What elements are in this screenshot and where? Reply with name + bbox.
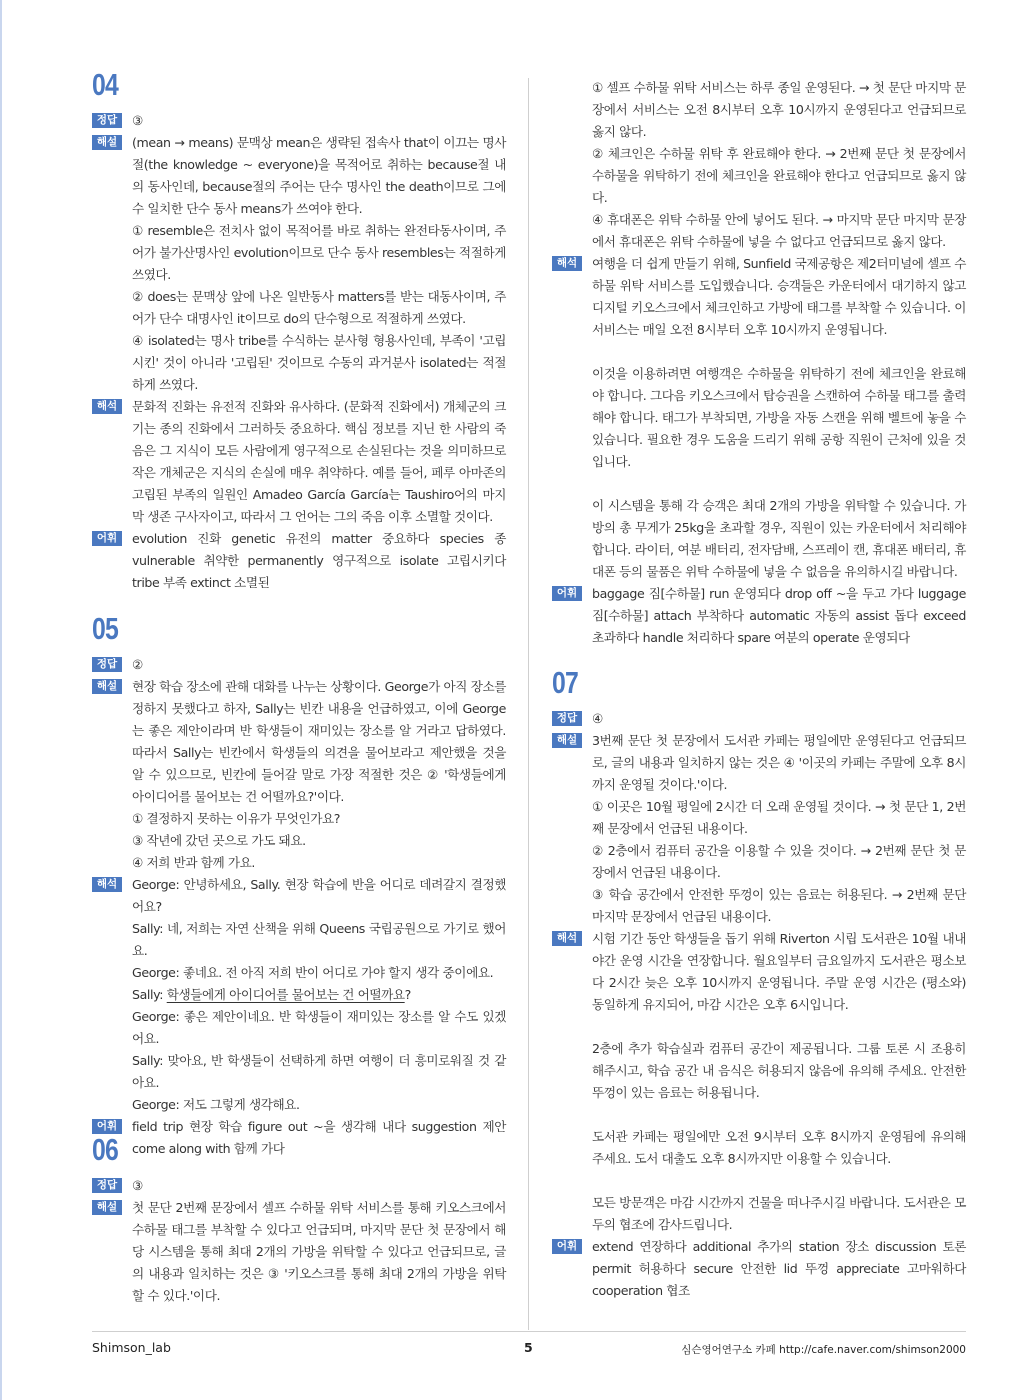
footer-brand: Shimson_lab xyxy=(92,1340,171,1355)
vocab-text: extend 연장하다 additional 추가의 station 장소 discussion 토론 permit 허용하다 secure 안전한 lid 뚜껑 appreciate 고마워하다 cooperation 협조 xyxy=(592,1239,966,1298)
question-number: 06 xyxy=(92,1132,118,1167)
column-divider xyxy=(528,78,529,1330)
vocab-text: baggage 짐[수하물] run 운영되다 drop off ~을 두고 가다 luggage 짐[수하물] attach 부착하다 automatic 자동의 assist 돕다 exceed 초과하다 handle 처리하다 spare 여분의 operate 운영되다 xyxy=(592,586,966,645)
vocab-label: 어휘 xyxy=(552,586,582,601)
explanation-label: 해설 xyxy=(92,679,122,694)
vocab-label: 어휘 xyxy=(552,1239,582,1254)
underlined-line: Sally: 학생들에게 아이디어를 물어보는 건 어떨까요? xyxy=(132,987,411,1002)
vocab-label: 어휘 xyxy=(92,531,122,546)
question-number: 07 xyxy=(552,665,578,700)
footer-divider xyxy=(92,1331,966,1332)
vocab-label: 어휘 xyxy=(92,1119,122,1134)
explanation-label: 해설 xyxy=(92,1200,122,1215)
translation-label: 해석 xyxy=(92,399,122,414)
answer-value: ② xyxy=(132,657,143,672)
page-edge xyxy=(0,0,2,1400)
answer-value: ④ xyxy=(592,711,603,726)
translation-label: 해석 xyxy=(552,256,582,271)
explanation-options: ① 셀프 수하물 위탁 서비스는 하루 종일 운영된다. → 첫 문단 마지막 문장에서 서비스는 오전 8시부터 오후 10시까지 운영된다고 언급되므로 옳지 않다. ② 체크인은 수하물 위탁 후 완료해야 한다. → 2번째 문단 첫 문장에서 수하물을 위탁하기 전에 체크인을 완료해야 한다고 언급되므로 옳지 않다. ④ 휴대폰은 위탁 수하물 안에 넣어도 된다. → 마지막 문단 마지막 문장에서 휴대폰은 위탁 수하물에 넣을 수 없다고 언급되므로 옳지 않다. xyxy=(592,80,966,249)
explanation-text: (mean → means) 문맥상 mean은 생략된 접속사 that이 이끄는 명사절(the knowledge ~ everyone)을 목적어로 취하는 because절 내의 동사인데, because절의 주어는 단수 명사인 the death이므로 그에 수 일치한 단수 동사 means가 쓰여야 한다. ① resemble은 전치사 없이 목적어를 바로 취하는 완전타동사이며, 주어가 불가산명사인 evolution이므로 단수 동사 resembles는 적절하게 쓰였다. ② does는 문맥상 앞에 나온 일반동사 matters를 받는 대동사이며, 주어가 단수 대명사인 it이므로 do의 단수형으로 적절하게 쓰였다. ④ isolated는 명사 tribe를 수식하는 분사형 형용사인데, 부족이 '고립시킨' 것이 아니라 '고립된' 것이므로 수동의 과거분사 isolated는 적절하게 쓰였다. xyxy=(132,135,506,392)
translation-text: 문화적 진화는 유전적 진화와 유사하다. (문화적 진화에서) 개체군의 크기는 종의 진화에서 그러하듯 중요하다. 핵심 정보를 지닌 한 사람의 죽음은 그 지식이 모든 사람에게 영구적으로 손실된다는 것을 의미하므로 작은 개체군은 지식의 손실에 매우 취약하다. 예를 들어, 페루 아마존의 고립된 부족의 일원인 Amadeo García García는 Taushiro어의 마지막 생존 구사자이고, 따라서 그 언어는 그의 죽음 이후 소멸할 것이다. xyxy=(132,399,506,524)
question-number: 05 xyxy=(92,611,118,646)
footer-link[interactable]: 심슨영어연구소 카페 http://cafe.naver.com/shimson2000 xyxy=(681,1344,966,1356)
question-04 xyxy=(92,66,506,594)
explanation-text: 3번째 문단 첫 문장에서 도서관 카페는 평일에만 운영된다고 언급되므로, 글의 내용과 일치하지 않는 것은 ④ '이곳의 카페는 주말에 오후 8시까지 운영될 것이다.'이다. ① 이곳은 10월 평일에 2시간 더 오래 운영될 것이다. → 첫 문단 1, 2번째 문장에서 언급된 내용이다. ② 2층에서 컴퓨터 공간을 이용할 수 있을 것이다. → 2번째 문단 첫 문장에서 언급된 내용이다. ③ 학습 공간에서 안전한 뚜껑이 있는 음료는 허용된다. → 2번째 문단 마지막 문장에서 언급된 내용이다. xyxy=(592,733,966,924)
translation-label: 해석 xyxy=(92,877,122,892)
question-05 xyxy=(92,610,506,1160)
answer-label: 정답 xyxy=(92,1178,122,1193)
question-06 xyxy=(92,1131,506,1307)
answer-label: 정답 xyxy=(92,113,122,128)
explanation-text: 현장 학습 장소에 관해 대화를 나누는 상황이다. George가 아직 장소를 정하지 못했다고 하자, Sally는 빈칸 내용을 언급하였고, 이에 George는 좋은 제안이라며 반 학생들이 재미있는 장소를 알 거라고 답하였다. 따라서 Sally는 빈칸에서 학생들의 의견을 물어보라고 제안했을 것을 알 수 있으므로, 빈칸에 들어갈 말로 가장 적절한 것은 ② '학생들에게 아이디어를 물어보는 건 어떨까요?'이다. ① 결정하지 못하는 이유가 무엇인가요? ③ 작년에 갔던 곳으로 가도 돼요. ④ 저희 반과 함께 가요. xyxy=(132,679,506,870)
translation-text: 여행을 더 쉽게 만들기 위해, Sunfield 국제공항은 제2터미널에 셀프 수하물 위탁 서비스를 도입했습니다. 승객들은 카운터에서 대기하지 않고 디지털 키오스크에서 체크인하고 가방에 태그를 부착할 수 있습니다. 이 서비스는 매일 오전 8시부터 오후 10시까지 운영됩니다. 이것을 이용하려면 여행객은 수하물을 위탁하기 전에 체크인을 완료해야 합니다. 그다음 키오스크에서 탑승권을 스캔하여 수하물 태그를 출력해야 합니다. 태그가 부착되면, 가방을 자동 스캔을 위해 벨트에 놓을 수 있습니다. 필요한 경우 도움을 드리기 위해 공항 직원이 근처에 있을 것입니다. 이 시스템을 통해 각 승객은 최대 2개의 가방을 위탁할 수 있습니다. 가방의 총 무게가 25kg을 초과할 경우, 직원이 있는 카운터에서 처리해야 합니다. 라이터, 여분 배터리, 전자담배, 스프레이 캔, 휴대폰 배터리, 휴대폰 등의 물품은 위탁 수하물에 넣을 수 없음을 유의하시길 바랍니다. xyxy=(592,256,966,579)
explanation-label: 해설 xyxy=(92,135,122,150)
dialogue-translation: George: 안녕하세요, Sally. 현장 학습에 반을 어디로 데려갈지 결정했어요? Sally: 네, 저희는 자연 산책을 위해 Queens 국립공원으로 가기로 했어요. George: 좋네요. 전 아직 저희 반이 어디로 가야 할지 생각 중이에요. Sally: 학생들에게 아이디어를 물어보는 건 어떨까요? George: 좋은 제안이네요. 반 학생들이 재미있는 장소를 알 수도 있겠어요. Sally: 맞아요, 반 학생들이 선택하게 하면 여행이 더 흥미로워질 것 같아요. George: 저도 그렇게 생각해요. xyxy=(132,877,506,1112)
translation-text: 시험 기간 동안 학생들을 돕기 위해 Riverton 시립 도서관은 10월 내내 야간 운영 시간을 연장합니다. 월요일부터 금요일까지 도서관은 평소보다 2시간 늦은 오후 10시까지 운영됩니다. 주말 운영 시간은 (평소와) 동일하게 유지되어, 마감 시간은 오후 6시입니다. 2층에 추가 학습실과 컴퓨터 공간이 제공됩니다. 그룹 토론 시 조용히 해주시고, 학습 공간 내 음식은 허용되지 않음에 유의해 주세요. 안전한 뚜껑이 있는 음료는 허용됩니다. 도서관 카페는 평일에만 오전 9시부터 오후 8시까지 운영됨에 유의해 주세요. 도서 대출도 오후 8시까지만 이용할 수 있습니다. 모든 방문객은 마감 시간까지 건물을 떠나주시길 바랍니다. 도서관은 모두의 협조에 감사드립니다. xyxy=(592,931,966,1232)
question-06-continued xyxy=(552,77,966,649)
vocab-text: evolution 진화 genetic 유전의 matter 중요하다 species 종 vulnerable 취약한 permanently 영구적으로 isolate 고립시키다 tribe 부족 extinct 소멸된 xyxy=(132,531,506,590)
blank-answer-underline: 학생들에게 아이디어를 물어보는 건 어떨까요 xyxy=(166,987,405,1002)
translation-label: 해석 xyxy=(552,931,582,946)
answer-value: ③ xyxy=(132,113,143,128)
explanation-label: 해설 xyxy=(552,733,582,748)
answer-label: 정답 xyxy=(92,657,122,672)
answer-value: ③ xyxy=(132,1178,143,1193)
explanation-text: 첫 문단 2번째 문장에서 셀프 수하물 위탁 서비스를 통해 키오스크에서 수하물 태그를 부착할 수 있다고 언급되며, 마지막 문단 첫 문장에서 해당 시스템을 통해 최대 2개의 가방을 위탁할 수 있다고 언급되므로, 글의 내용과 일치하는 것은 ③ '키오스크를 통해 최대 2개의 가방을 위탁할 수 있다.'이다. xyxy=(132,1200,506,1303)
page-number: 5 xyxy=(524,1340,533,1355)
question-number: 04 xyxy=(92,67,118,102)
vocab-text: field trip 현장 학습 figure out ~을 생각해 내다 suggestion 제안 come along with 함께 가다 xyxy=(132,1119,506,1156)
answer-label: 정답 xyxy=(552,711,582,726)
question-07 xyxy=(552,664,966,1302)
